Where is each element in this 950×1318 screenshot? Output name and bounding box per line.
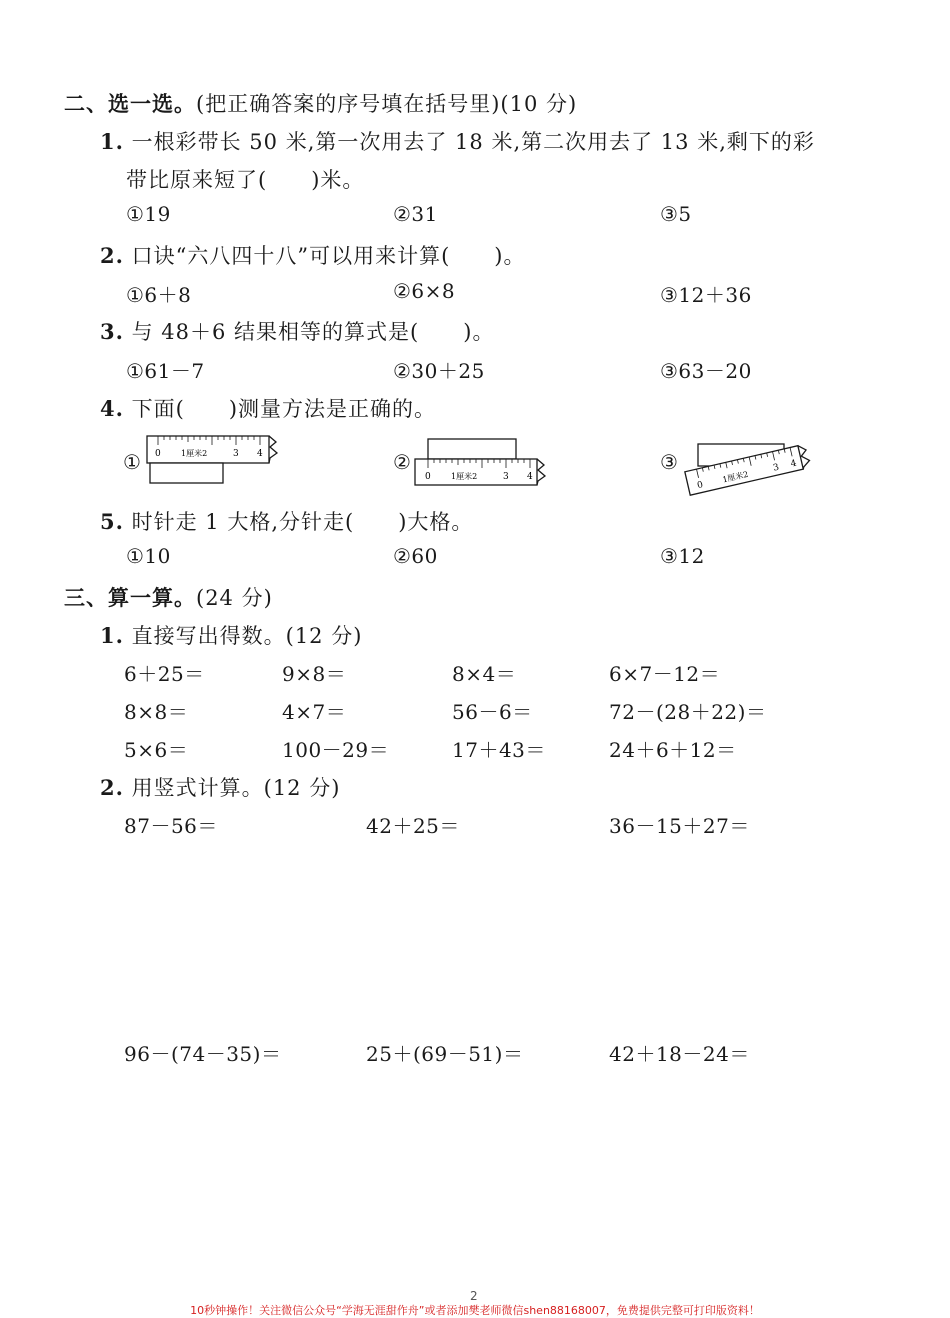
question-2-text: 口诀“六八四十八”可以用来计算( )。 [131,244,526,268]
question-2 [100,240,525,270]
q4-figure-2 [414,437,554,489]
calc-item: 8×8＝ [124,700,189,724]
ruler-label-3: 3 [772,462,781,474]
q1-option-3: ③5 [660,202,692,226]
question-1-number: 1. [100,129,124,154]
ruler-label-3: 3 [233,449,239,459]
vertical-calc-item: 96－(74－35)＝ [124,1042,282,1066]
calc-item: 17＋43＝ [452,738,546,762]
vertical-calc-item: 36－15＋27＝ [609,814,750,838]
ruler-label-1: 1厘米2 [181,449,208,458]
q4-option-3-marker: ③ [660,450,679,474]
ruler-body [147,436,269,463]
section-2-title: 二、选一选。 [64,91,196,116]
section-2-heading [64,88,577,118]
question-3-text: 与 48＋6 结果相等的算式是( )。 [131,320,495,344]
question-5-number: 5. [100,509,124,534]
question-3 [100,316,494,346]
q3-option-1: ①61－7 [126,359,205,383]
calc-item: 8×4＝ [452,662,517,686]
q3-option-3: ③63－20 [660,359,752,383]
ruler-label-4: 4 [527,472,533,482]
q3-option-2: ②30＋25 [393,359,485,383]
page-number: 2 [470,1289,478,1303]
calc-item: 6＋25＝ [124,662,205,686]
question-1-text-line1: 一根彩带长 50 米,第一次用去了 18 米,第二次用去了 13 米,剩下的彩 [131,130,815,154]
part-1-title: 直接写出得数。(12 分) [131,624,363,648]
q5-option-2: ②60 [393,544,438,568]
calc-item: 24＋6＋12＝ [609,738,737,762]
section-3-note: (24 分) [196,586,273,610]
vertical-calc-item: 42＋18－24＝ [609,1042,750,1066]
question-4-number: 4. [100,396,124,421]
measured-object [150,463,223,483]
ruler-label-0: 0 [696,480,705,492]
vertical-calc-item: 42＋25＝ [366,814,460,838]
ruler-label-1: 1厘米2 [451,472,478,481]
measured-object [428,439,516,459]
part-1-heading [100,620,362,650]
q5-option-3: ③12 [660,544,705,568]
question-5-text: 时针走 1 大格,分针走( )大格。 [131,510,474,534]
ruler-label-0: 0 [155,449,161,459]
part-2-number: 2. [100,775,124,800]
q4-option-1-marker: ① [123,450,142,474]
question-3-number: 3. [100,319,124,344]
q1-option-2: ②31 [393,202,438,226]
question-5 [100,506,473,536]
section-3-heading [64,582,273,612]
question-4 [100,393,436,423]
calc-item: 9×8＝ [282,662,347,686]
calc-item: 100－29＝ [282,738,390,762]
calc-item: 6×7－12＝ [609,662,721,686]
section-3-title: 三、算一算。 [64,585,196,610]
calc-item: 56－6＝ [452,700,533,724]
ruler-label-3: 3 [503,472,509,482]
ruler-label-4: 4 [789,458,798,470]
ruler-torn-edge [269,436,277,463]
part-2-title: 用竖式计算。(12 分) [131,776,341,800]
q4-option-2-marker: ② [393,450,412,474]
ruler-label-4: 4 [257,449,263,459]
question-4-text: 下面( )测量方法是正确的。 [131,397,437,421]
ruler-label-0: 0 [425,472,431,482]
ruler-label-1: 1厘米2 [721,469,750,485]
q2-option-1: ①6＋8 [126,283,192,307]
question-1-text-line2: 带比原来短了( )米。 [126,168,365,192]
q2-option-2: ②6×8 [393,279,456,303]
q1-option-1: ①19 [126,202,171,226]
vertical-calc-item: 25＋(69－51)＝ [366,1042,524,1066]
calc-item: 72－(28＋22)＝ [609,700,767,724]
question-2-number: 2. [100,243,124,268]
ruler-torn-edge [537,459,545,485]
calc-item: 5×6＝ [124,738,189,762]
section-2-note: (把正确答案的序号填在括号里)(10 分) [196,92,578,116]
vertical-calc-item: 87－56＝ [124,814,218,838]
q4-figure-3 [684,430,824,496]
q2-option-3: ③12＋36 [660,283,752,307]
question-1 [100,126,815,156]
calc-item: 4×7＝ [282,700,347,724]
part-2-heading [100,772,340,802]
part-1-number: 1. [100,623,124,648]
footer-promo-text: 10秒钟操作！关注微信公众号“学海无涯甜作舟”或者添加樊老师微信shen88168007，免费提供完整可打印版资料！ [190,1304,760,1317]
q5-option-1: ①10 [126,544,171,568]
q4-figure-1 [146,435,286,489]
